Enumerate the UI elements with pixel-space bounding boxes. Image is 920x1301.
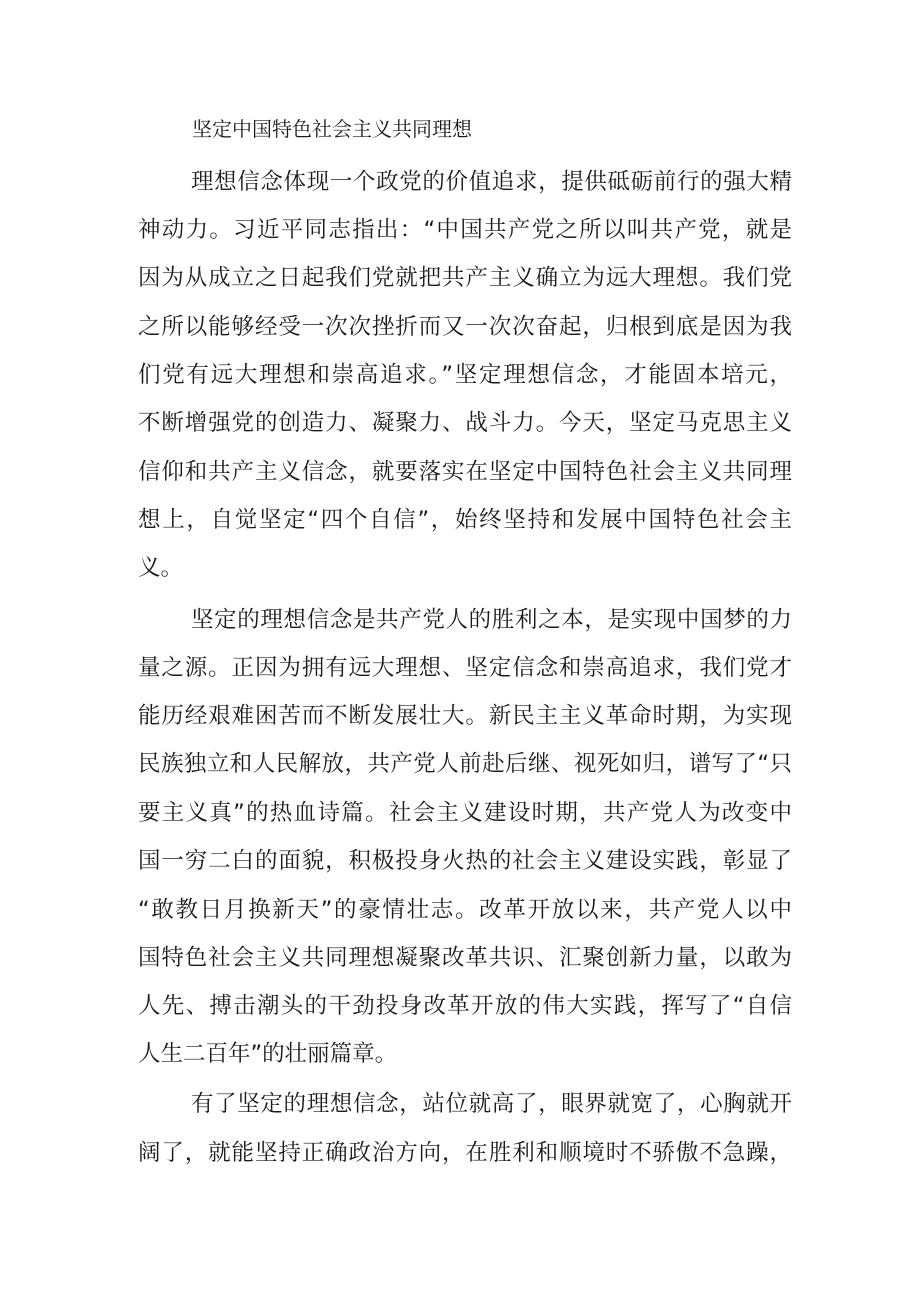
paragraph-line: 信仰和共产主义信念，就要落实在坚定中国特色社会主义共同理 [138, 459, 792, 485]
paragraph-line: 人生二百年”的壮丽篇章。 [138, 1041, 398, 1067]
paragraph-line: “敢教日月换新天”的豪情壮志。改革开放以来，共产党人以中 [138, 897, 792, 923]
paragraph-line: 义。 [138, 555, 184, 581]
document-title: 坚定中国特色社会主义共同理想 [192, 117, 472, 141]
paragraph-line: 坚定的理想信念是共产党人的胜利之本，是实现中国梦的力 [191, 607, 792, 633]
paragraph-line: 量之源。正因为拥有远大理想、坚定信念和崇高追求，我们党才 [138, 655, 792, 681]
paragraph-line: 神动力。习近平同志指出：“中国共产党之所以叫共产党，就是 [138, 217, 792, 243]
paragraph-line: 有了坚定的理想信念，站位就高了，眼界就宽了，心胸就开 [191, 1091, 792, 1117]
paragraph-line: 们党有远大理想和崇高追求。”坚定理想信念，才能固本培元， [138, 362, 792, 388]
paragraph-line: 人先、搏击潮头的干劲投身改革开放的伟大实践，挥写了“自信 [138, 993, 792, 1019]
paragraph-line: 要主义真”的热血诗篇。社会主义建设时期，共产党人为改变中 [138, 800, 792, 826]
paragraph-line: 理想信念体现一个政党的价值追求，提供砥砺前行的强大精 [191, 169, 792, 195]
paragraph-line: 不断增强党的创造力、凝聚力、战斗力。今天，坚定马克思主义 [138, 410, 792, 436]
paragraph-line: 国特色社会主义共同理想凝聚改革共识、汇聚创新力量，以敢为 [138, 945, 792, 971]
paragraph-line: 国一穷二白的面貌，积极投身火热的社会主义建设实践，彰显了 [138, 848, 792, 874]
paragraph-line: 能历经艰难困苦而不断发展壮大。新民主主义革命时期，为实现 [138, 703, 792, 729]
paragraph-line: 想上，自觉坚定“四个自信”，始终坚持和发展中国特色社会主 [138, 507, 792, 533]
paragraph-line: 之所以能够经受一次次挫折而又一次次奋起，归根到底是因为我 [138, 314, 792, 340]
paragraph-line: 因为从成立之日起我们党就把共产主义确立为远大理想。我们党 [138, 265, 792, 291]
paragraph-line: 民族独立和人民解放，共产党人前赴后继、视死如归，谱写了“只 [138, 751, 792, 777]
paragraph-line: 阔了，就能坚持正确政治方向，在胜利和顺境时不骄傲不急躁， [138, 1140, 792, 1166]
